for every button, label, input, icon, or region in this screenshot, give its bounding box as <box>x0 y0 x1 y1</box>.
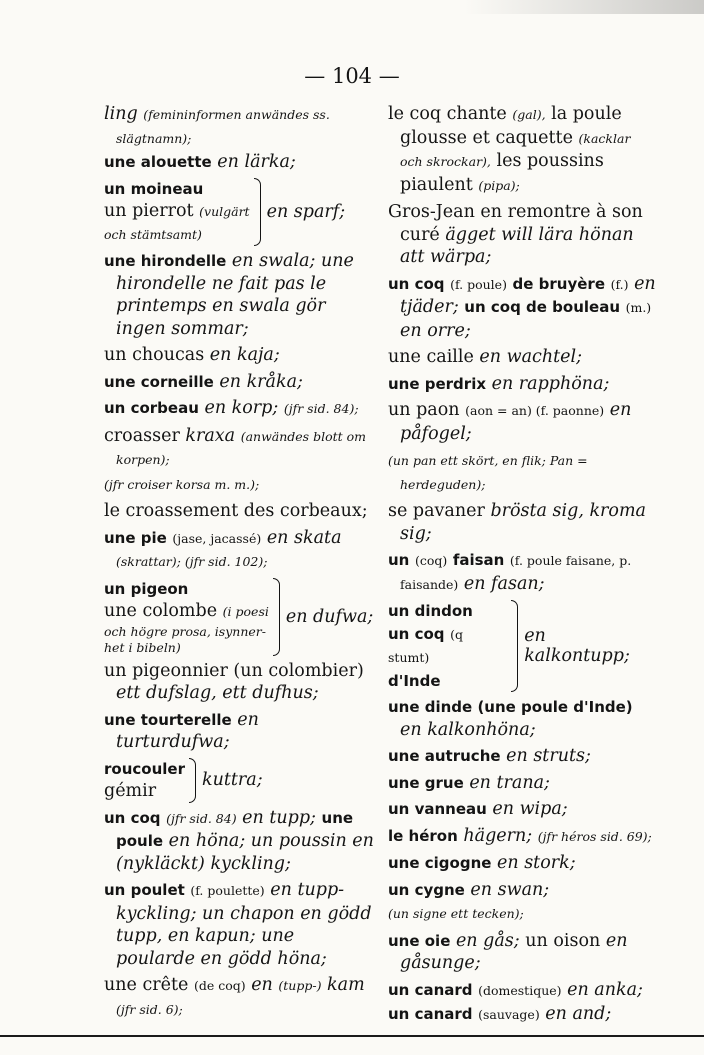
entry: un poulet (f. poulette) en tupp-kyckling; un chapon en gödd tupp, en kapun; une poularde en gödd höna; <box>104 880 372 969</box>
entry: une caille en wachtel; <box>388 347 582 367</box>
entry: un corbeau en korp; (jfr sid. 84); <box>104 398 359 418</box>
entry: (un signe ett tecken); <box>388 906 524 921</box>
entry-group: un pigeon une colombe (i poesi och högre prosa, isynner- het i bibeln) en dufwa; <box>104 579 374 655</box>
entry: un coq (jfr sid. 84) en tupp; une poule en höna; un poussin en (nykläckt) kyckling; <box>104 807 374 874</box>
entry: un choucas en kaja; <box>104 345 280 365</box>
entry: le coq chante (gal), la poule glousse et caquette (kacklar och skrockar), les poussins piaulent (pipa); <box>388 104 631 195</box>
entry: (un pan ett skört, en flik; Pan = herdeguden); <box>388 453 588 492</box>
entry: un pigeonnier (un colombier) ett dufslag, ett dufhus; <box>104 660 364 703</box>
entry: une corneille en kråka; <box>104 371 303 392</box>
entry: une hirondelle en swala; une hirondelle ne fait pas le printemps en swala gör ingen sommar; <box>104 251 354 339</box>
entry: un (coq) faisan (f. poule faisane, p. faisande) en fasan; <box>388 551 632 594</box>
entry: (jfr croiser korsa m. m.); <box>104 476 260 492</box>
left-column <box>104 103 376 1025</box>
entry: une oie en gås; un oison en gåsunge; <box>388 930 628 973</box>
entry: une dinde (une poule d'Inde) en kalkonhöna; <box>388 698 633 740</box>
entry: un canard (sauvage) en and; <box>388 1004 612 1024</box>
entry: le croassement des corbeaux; <box>104 501 368 521</box>
entry: se pavaner brösta sig, kroma sig; <box>388 501 646 544</box>
entry: une grue en trana; <box>388 772 550 793</box>
entry: un coq (f. poule) de bruyère (f.) en tjäder; un coq de bouleau (m.) en orre; <box>388 273 656 341</box>
entry-group: un moineau un pierrot (vulgärt och stämtsamt) en sparf; <box>104 178 376 247</box>
page-number: — 104 — <box>304 64 400 88</box>
brace <box>254 178 261 247</box>
entry: une tourterelle en turturdufwa; <box>104 709 259 752</box>
right-column <box>388 103 656 1031</box>
entry: un cygne en swan; <box>388 879 550 900</box>
entry-group: roucouler gémir kuttra; <box>104 759 263 801</box>
entry: une cigogne en stork; <box>388 853 576 873</box>
bottom-rule <box>0 1035 704 1037</box>
entry-group: un dindon un coq (q stumt) d'Inde en kalkontupp; <box>388 600 656 692</box>
entry: une autruche en struts; <box>388 746 591 766</box>
brace <box>189 758 196 803</box>
entry: ling (femininformen anwändes ss. slägtnamn); <box>104 104 330 146</box>
entry: un canard (domestique) en anka; <box>388 979 643 1000</box>
entry: le héron hägern; (jfr héros sid. 69); <box>388 825 652 846</box>
entry: un paon (aon = an) (f. paonne) en påfogel; <box>388 400 632 444</box>
entry: Gros-Jean en remontre à son curé ägget will lära hönan att wärpa; <box>388 202 643 267</box>
entry: une pie (jase, jacassé) en skata (skrattar); (jfr sid. 102); <box>104 527 342 569</box>
entry: une perdrix en rapphöna; <box>388 373 610 394</box>
entry: une crête (de coq) en (tupp-) kam (jfr sid. 6); <box>104 975 365 1017</box>
brace <box>273 578 280 656</box>
entry: un vanneau en wipa; <box>388 799 568 819</box>
brace <box>511 600 518 692</box>
scan-mark <box>464 0 704 14</box>
entry: croasser kraxa (anwändes blott om korpen); <box>104 425 366 467</box>
entry: une alouette en lärka; <box>104 152 296 172</box>
